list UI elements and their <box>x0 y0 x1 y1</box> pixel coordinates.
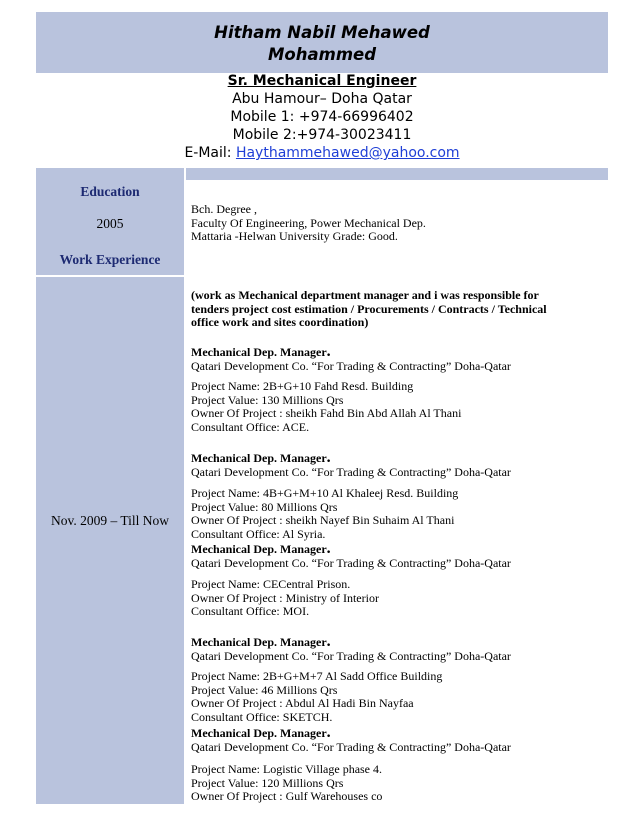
mobile-1: Mobile 1: +974-66996402 <box>230 109 414 125</box>
job-entry: Mechanical Dep. Manager. Qatari Development Co. “For Trading & Contracting” Doha-Qatar <box>191 452 601 479</box>
project-value: Project Value: 46 Millions Qrs <box>191 682 338 697</box>
project-value: Project Value: 120 Millions Qrs <box>191 775 344 790</box>
address: Abu Hamour– Doha Qatar <box>232 91 412 107</box>
project-name: Project Name: CECentral Prison. <box>191 577 351 591</box>
email-link[interactable]: Haythammehawed@yahoo.com <box>235 145 460 161</box>
education-details <box>191 203 601 244</box>
job-details <box>191 763 601 804</box>
job-company: Qatari Development Co. “For Trading & Contracting” Doha-Qatar <box>191 358 511 373</box>
job-company: Qatari Development Co. “For Trading & Contracting” Doha-Qatar <box>191 739 511 754</box>
section-bar <box>186 168 608 180</box>
work-summary <box>191 289 601 330</box>
left-column-divider <box>36 275 184 277</box>
job-role: Mechanical Dep. Manager <box>191 451 327 465</box>
project-consultant: Consultant Office: ACE. <box>191 420 310 435</box>
job-role: Mechanical Dep. Manager <box>191 726 327 740</box>
education-degree: Bch. Degree , <box>191 202 257 216</box>
project-name: Project Name: 2B+G+10 Fahd Resd. Building <box>191 379 414 393</box>
job-details <box>191 380 601 435</box>
job-title: Sr. Mechanical Engineer <box>227 73 417 89</box>
job-role: Mechanical Dep. Manager <box>191 345 327 359</box>
project-name: Project Name: Logistic Village phase 4. <box>191 762 383 776</box>
project-consultant: Consultant Office: Al Syria. <box>191 527 326 542</box>
education-heading: Education <box>80 184 140 199</box>
job-details <box>191 670 601 725</box>
name-banner <box>36 12 608 73</box>
job-role: Mechanical Dep. Manager <box>191 542 327 556</box>
summary-line: tenders project cost estimation / Procurements / Contracts / Technical <box>191 301 547 316</box>
summary-line: (work as Mechanical department manager and i was responsible for <box>191 288 539 302</box>
job-details <box>191 487 601 542</box>
project-consultant: Consultant Office: SKETCH. <box>191 710 333 725</box>
project-owner: Owner Of Project : Ministry of Interior <box>191 590 379 605</box>
contact-block <box>36 72 608 162</box>
job-details <box>191 578 601 619</box>
work-period: Nov. 2009 – Till Now <box>50 513 170 528</box>
mobile-2: Mobile 2:+974-30023411 <box>232 127 412 143</box>
email-label: E-Mail: <box>184 145 236 161</box>
education-year: 2005 <box>96 216 124 231</box>
name-line-2: Mohammed <box>267 45 377 64</box>
education-university: Mattaria -Helwan University Grade: Good. <box>191 229 398 244</box>
work-experience-heading: Work Experience <box>59 252 161 267</box>
project-name: Project Name: 4B+G+M+10 Al Khaleej Resd. Building <box>191 486 459 500</box>
project-consultant: Consultant Office: MOI. <box>191 604 310 619</box>
job-entry: Mechanical Dep. Manager. Qatari Development Co. “For Trading & Contracting” Doha-Qatar <box>191 727 601 754</box>
project-owner: Owner Of Project : sheikh Nayef Bin Suhaim Al Thani <box>191 513 455 528</box>
job-entry: Mechanical Dep. Manager. Qatari Development Co. “For Trading & Contracting” Doha-Qatar <box>191 543 601 570</box>
job-role: Mechanical Dep. Manager <box>191 635 327 649</box>
project-owner: Owner Of Project : Gulf Warehouses co <box>191 789 383 804</box>
job-company: Qatari Development Co. “For Trading & Contracting” Doha-Qatar <box>191 648 511 663</box>
summary-line: office work and sites coordination) <box>191 315 369 330</box>
project-value: Project Value: 130 Millions Qrs <box>191 392 344 407</box>
education-faculty: Faculty Of Engineering, Power Mechanical Dep. <box>191 215 426 230</box>
name-line-1: Hitham Nabil Mehawed <box>214 23 430 42</box>
job-entry: Mechanical Dep. Manager. Qatari Development Co. “For Trading & Contracting” Doha-Qatar <box>191 636 601 663</box>
project-owner: Owner Of Project : Abdul Al Hadi Bin Nayfaa <box>191 696 414 711</box>
project-value: Project Value: 80 Millions Qrs <box>191 499 338 514</box>
job-company: Qatari Development Co. “For Trading & Contracting” Doha-Qatar <box>191 464 511 479</box>
email-line <box>36 144 608 162</box>
project-owner: Owner Of Project : sheikh Fahd Bin Abd Allah Al Thani <box>191 406 462 421</box>
job-entry: Mechanical Dep. Manager. Qatari Development Co. “For Trading & Contracting” Doha-Qatar <box>191 346 601 373</box>
project-name: Project Name: 2B+G+M+7 Al Sadd Office Building <box>191 669 443 683</box>
job-company: Qatari Development Co. “For Trading & Contracting” Doha-Qatar <box>191 555 511 570</box>
